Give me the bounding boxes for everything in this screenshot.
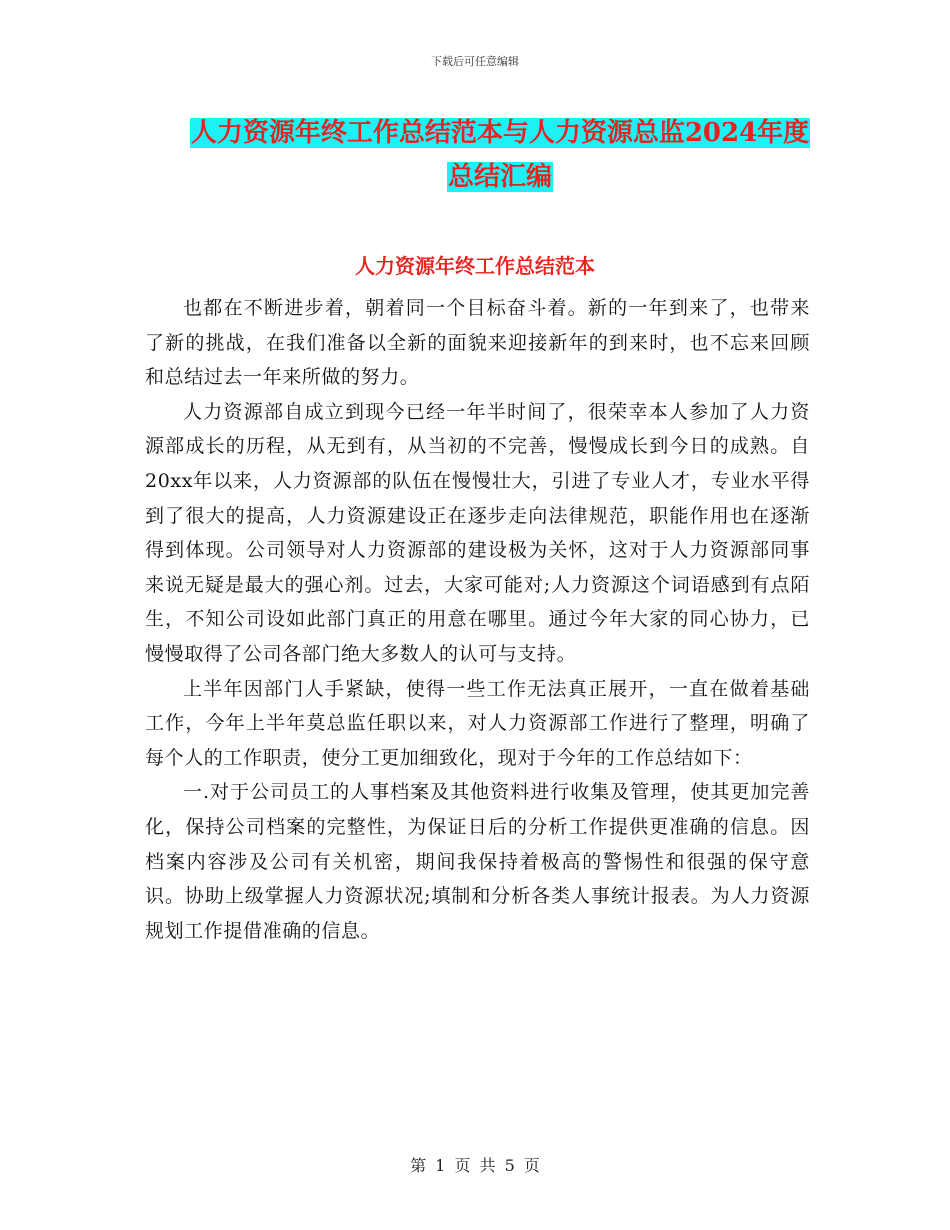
body-paragraph-2: 人力资源部自成立到现今已经一年半时间了，很荣幸本人参加了人力资源部成长的历程，从无到有，从当初的不完善，慢慢成长到今日的成熟。自20xx年以来，人力资源部的队伍在慢慢壮大，引进了专业人才，专业水平得到了很大的提高，人力资源建设正在逐步走向法律规范，职能作用也在逐渐得到体现。公司领导对人力资源部的建设极为关怀，这对于人力资源部同事来说无疑是最大的强心剂。过去，大家可能对;人力资源这个词语感到有点陌生，不知公司设如此部门真正的用意在哪里。通过今年大家的同心协力，已慢慢取得了公司各部门绝大多数人的认可与支持。	[145, 400, 810, 665]
section-title: 人力资源年终工作总结范本	[355, 254, 595, 278]
document-title-line-1: 人力资源年终工作总结范本与人力资源总监2024年度	[190, 118, 810, 148]
document-title-line-2: 总结汇编	[447, 162, 552, 192]
page-header-note: 下载后可任意编辑	[431, 55, 519, 68]
page-number-footer: 第 1 页 共 5 页	[410, 1156, 540, 1175]
body-paragraph-1: 也都在不断进步着，朝着同一个目标奋斗着。新的一年到来了，也带来了新的挑战，在我们准备以全新的面貌来迎接新年的到来时，也不忘来回顾和总结过去一年来所做的努力。	[145, 297, 810, 389]
document-body	[145, 291, 810, 948]
body-paragraph-3: 上半年因部门人手紧缺，使得一些工作无法真正展开，一直在做着基础工作，今年上半年莫总监任职以来，对人力资源部工作进行了整理，明确了每个人的工作职责，使分工更加细致化，现对于今年的工作总结如下：	[145, 677, 810, 769]
body-paragraph-4: 一.对于公司员工的人事档案及其他资料进行收集及管理，使其更加完善化，保持公司档案的完整性，为保证日后的分析工作提供更准确的信息。因档案内容涉及公司有关机密，期间我保持着极高的警惕性和很强的保守意识。协助上级掌握人力资源状况;填制和分析各类人事统计报表。为人力资源规划工作提借准确的信息。	[145, 781, 810, 942]
document-title	[145, 111, 855, 199]
